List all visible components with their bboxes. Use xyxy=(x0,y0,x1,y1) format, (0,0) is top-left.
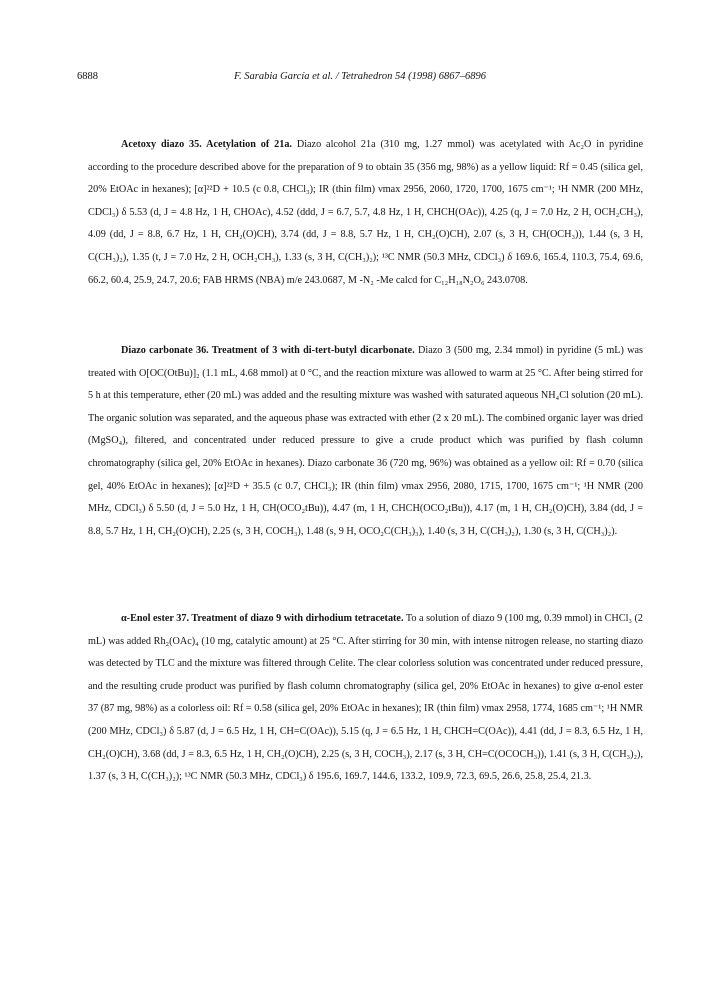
paragraph-title: Diazo carbonate 36. Treatment of 3 with di-tert-butyl dicarbonate. xyxy=(121,345,415,356)
paragraph-text: Diazo 3 (500 mg, 2.34 mmol) in pyridine (5 mL) was treated with O[OC(OtBu)]₂ (1.1 mL, 4.68 mmol) at 0 °C, and the reaction mixture was allowed to warm at 25 °C. After being stirred for 5 h at this temperature, ether (20 mL) was added and the resulting mixture was washed with saturated aqueous NH₄Cl solution (20 mL). The organic solution was separated, and the aqueous phase was extracted with ether (2 x 20 mL). The combined organic layer was dried (MgSO₄), filtered, and concentrated under reduced pressure to give a crude product which was purified by flash column chromatography (silica gel, 20% EtOAc in hexanes). Diazo carbonate 36 (720 mg, 96%) was obtained as a yellow oil: Rf = 0.70 (silica gel, 40% EtOAc in hexanes); [α]²²D + 35.5 (c 0.7, CHCl₃); IR (thin film) νmax 2956, 2080, 1715, 1700, 1675 cm⁻¹; ¹H NMR (200 MHz, CDCl₃) δ 5.50 (d, J = 5.0 Hz, 1 H, CH(OCO₂tBu)), 4.47 (m, 1 H, CHCH(OCO₂tBu)), 4.17 (m, 1 H, CH₂(O)CH), 3.84 (dd, J = 8.8, 5.7 Hz, 1 H, CH₂(O)CH), 2.25 (s, 3 H, COCH₃), 1.48 (s, 9 H, OCO₂C(CH₃)₃), 1.40 (s, 3 H, C(CH₃)₂), 1.30 (s, 3 H, C(CH₃)₂). xyxy=(88,345,643,537)
paragraph-title: α-Enol ester 37. Treatment of diazo 9 with dirhodium tetracetate. xyxy=(121,613,404,624)
page-number: 6888 xyxy=(77,71,98,82)
paragraph-enol-ester-37 xyxy=(88,608,643,789)
paragraph-title: Acetoxy diazo 35. Acetylation of 21a. xyxy=(121,139,292,150)
paragraph-text: To a solution of diazo 9 (100 mg, 0.39 mmol) in CHCl₃ (2 mL) was added Rh₂(OAc)₄ (10 mg, catalytic amount) at 25 °C. After stirring for 30 min, with intense nitrogen release, no starting diazo was detected by TLC and the mixture was filtered through Celite. The clear colorless solution was concentrated under reduced pressure, and the resulting crude product was purified by flash column chromatography (silica gel, 20% EtOAc in hexanes) to give α-enol ester 37 (87 mg, 98%) as a colorless oil: Rf = 0.58 (silica gel, 20% EtOAc in hexanes); IR (thin film) νmax 2958, 1774, 1685 cm⁻¹; ¹H NMR (200 MHz, CDCl₃) δ 5.87 (d, J = 6.5 Hz, 1 H, CH=C(OAc)), 5.15 (q, J = 6.5 Hz, 1 H, CHCH=C(OAc)), 4.41 (dd, J = 8.3, 6.5 Hz, 1 H, CH₂(O)CH), 3.68 (dd, J = 8.3, 6.5 Hz, 1 H, CH₂(O)CH), 2.25 (s, 3 H, COCH₃), 2.17 (s, 3 H, CH=C(OCOCH₃)), 1.41 (s, 3 H, C(CH₃)₂), 1.37 (s, 3 H, C(CH₃)₂); ¹³C NMR (50.3 MHz, CDCl₃) δ 195.6, 169.7, 144.6, 133.2, 109.9, 72.3, 69.5, 26.6, 25.8, 25.4, 21.3. xyxy=(88,613,643,783)
paragraph-text: Diazo alcohol 21a (310 mg, 1.27 mmol) was acetylated with Ac₂O in pyridine according to the procedure described above for the preparation of 9 to obtain 35 (356 mg, 98%) as a yellow liquid: Rf = 0.45 (silica gel, 20% EtOAc in hexanes); [α]²²D + 10.5 (c 0.8, CHCl₃); IR (thin film) νmax 2956, 2060, 1720, 1700, 1675 cm⁻¹; ¹H NMR (200 MHz, CDCl₃) δ 5.53 (d, J = 4.8 Hz, 1 H, CHOAc), 4.52 (ddd, J = 6.7, 5.7, 4.8 Hz, 1 H, CHCH(OAc)), 4.25 (q, J = 7.0 Hz, 2 H, OCH₂CH₃), 4.09 (dd, J = 8.8, 6.7 Hz, 1 H, CH₂(O)CH), 3.74 (dd, J = 8.8, 5.7 Hz, 1 H, CH₂(O)CH), 2.07 (s, 3 H, CH(OCH₃)), 1.44 (s, 3 H, C(CH₃)₂), 1.35 (t, J = 7.0 Hz, 2 H, OCH₂CH₃), 1.33 (s, 3 H, C(CH₃)₂); ¹³C NMR (50.3 MHz, CDCl₃) δ 169.6, 165.4, 110.3, 75.4, 69.6, 66.2, 60.4, 25.9, 24.7, 20.6; FAB HRMS (NBA) m/e 243.0687, M -N₂ -Me calcd for C₁₂H₁₈N₂O₆ 243.0708. xyxy=(88,139,644,286)
paragraph-acetoxy-diazo-35 xyxy=(88,134,643,292)
paragraph-diazo-carbonate-36 xyxy=(88,340,643,543)
page-header xyxy=(0,71,720,87)
running-head: F. Sarabia García et al. / Tetrahedron 54 (1998) 6867–6896 xyxy=(233,71,487,82)
